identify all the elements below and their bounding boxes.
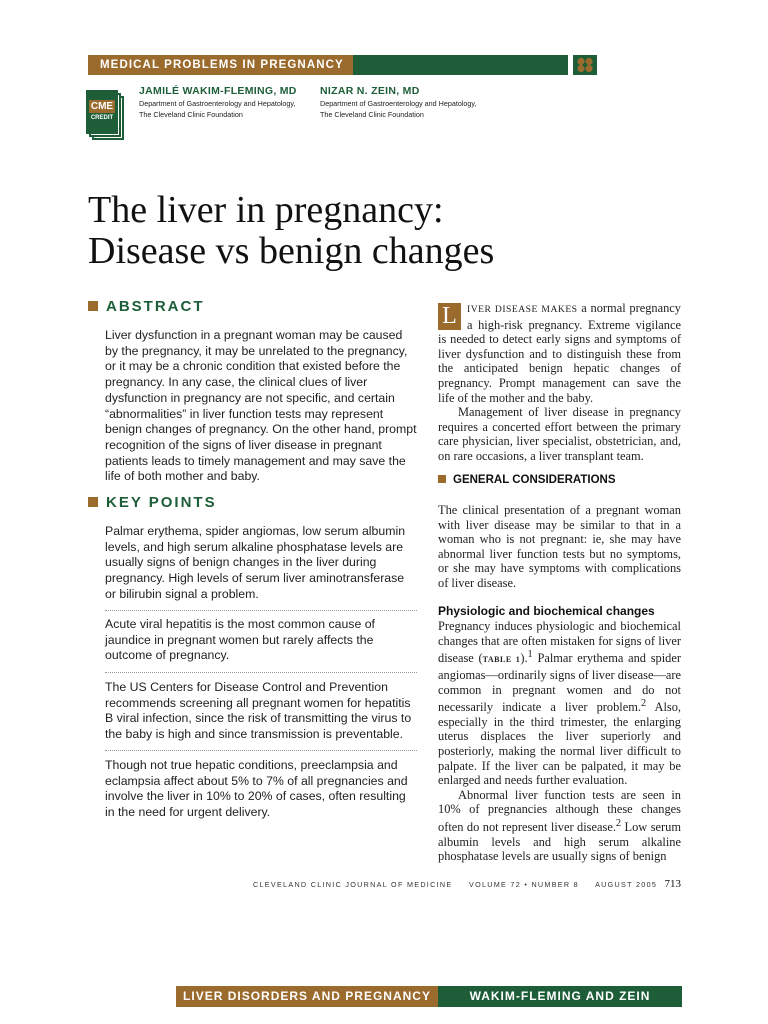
- cme-credit-badge: [86, 90, 126, 144]
- general-considerations-text: The clinical presentation of a pregnant woman with liver disease may be similar to that in a woman who is not pregnant: ie, she may have abnormal liver function tests but no symptoms, or she may have symptoms with complications of liver disease.: [438, 503, 681, 590]
- key-point-item: Though not true hepatic conditions, preeclampsia and eclampsia affect about 5% to 7% of all pregnancies and involve the liver in 10% to 20% of cases, often resulting in the need for urgent delivery.: [105, 758, 408, 820]
- abstract-text: Liver dysfunction in a pregnant woman may be caused by the pregnancy, it may be unrelated to the pregnancy, or it may be a chronic condition that existed before the pregnancy. In any case, the clinical clues of liver dysfunction in pregnancy are not specific, and certain “abnormalities” in liver function tests may represent benign changes of pregnancy. On the other hand, prompt recognition of the signs of liver disease in pregnant patients leads to timely management and may save the life of both mother and baby.: [105, 328, 417, 484]
- key-point-item: Acute viral hepatitis is the most common cause of jaundice in pregnant women but rarely affects the outcome of pregnancy.: [105, 617, 375, 663]
- article-title: [88, 190, 494, 272]
- intro-smallcaps: IVER DISEASE MAKES: [467, 304, 578, 315]
- intro-text: a normal pregnancy a high-risk pregnancy. Extreme vigilance is needed to detect early signs and symptoms of liver dysfunction and to distinguish these from the anticipated benign hepatic changes of pregnancy. Prompt management can save the life of the mother and the baby.: [438, 301, 681, 405]
- clover-logo-icon: [573, 55, 597, 75]
- issue-date: AUGUST 2005: [595, 880, 658, 889]
- journal-footer: [253, 878, 681, 890]
- dotted-divider: [105, 610, 417, 611]
- author-name: JAMILÉ WAKIM-FLEMING, MD: [139, 85, 297, 97]
- physiologic-changes-heading: Physiologic and biochemical changes: [438, 604, 655, 618]
- intro-section: [438, 301, 681, 464]
- physiologic-changes-section: Pregnancy induces physiologic and biochemical changes that are often mistaken for signs of liver disease (TABLE 1).$^1$ Palmar erythema and spider angiomas—ordinarily signs of liver disease—are common in pregnant women and do not necessarily indicate a liver problem.$^2$ Also, especially in the third trimester, the enlarging uterus displaces the liver superiorly and posteriorly, making the normal liver difficult to palpate. If the liver can be palpated, it may be enlarged and needs further evaluation. Abnormal liver function tests are seen in 10% of pregnancies although these changes often do not represent liver disease.$^2$ Low serum albumin levels and high serum alkaline phosphatase levels are usually signs of benign: [438, 619, 682, 864]
- author-block-1: [139, 86, 297, 120]
- volume-number: VOLUME 72 • NUMBER 8: [468, 880, 579, 889]
- author-org: The Cleveland Clinic Foundation: [139, 110, 243, 119]
- citation: 2: [615, 817, 622, 829]
- section-tag: MEDICAL PROBLEMS IN PREGNANCY: [88, 55, 353, 75]
- square-bullet-icon: [88, 301, 98, 311]
- square-bullet-icon: [88, 497, 98, 507]
- journal-name: CLEVELAND CLINIC JOURNAL OF MEDICINE: [252, 880, 453, 889]
- cme-credit-label: CREDIT: [90, 115, 114, 121]
- key-point-item: Palmar erythema, spider angiomas, low serum albumin levels, and high serum alkaline phosphatase levels are usually signs of benign changes in the liver during pregnancy. High levels of serum liver aminotransferase or bilirubin signal a problem.: [105, 524, 406, 601]
- cme-label: CME: [90, 101, 114, 112]
- page-number: 713: [664, 878, 681, 890]
- author-block-2: [320, 86, 477, 120]
- key-point-item: The US Centers for Disease Control and Prevention recommends screening all pregnant women for hepatitis B viral infection, since the risk of transmitting the virus to the baby is high and since transmission is preventable.: [105, 680, 412, 742]
- general-considerations-heading: GENERAL CONSIDERATIONS: [438, 474, 616, 486]
- key-points-heading: KEY POINTS: [88, 494, 217, 511]
- table-reference: TABLE 1: [482, 655, 521, 665]
- author-dept: Department of Gastroenterology and Hepatology,: [320, 99, 477, 108]
- author-org: The Cleveland Clinic Foundation: [320, 110, 424, 119]
- title-line-2: Disease vs benign changes: [88, 230, 495, 272]
- drop-cap: L: [438, 303, 461, 330]
- author-name: NIZAR N. ZEIN, MD: [320, 85, 420, 97]
- section-banner: [88, 55, 568, 75]
- running-title: LIVER DISORDERS AND PREGNANCY: [176, 986, 438, 1007]
- intro-paragraph-2: Management of liver disease in pregnancy requires a concerted effort between the primary care physician, liver specialist, obstetrician, and, on rare occasions, a liver transplant team.: [438, 405, 681, 463]
- citation: 1: [527, 649, 533, 661]
- dotted-divider: [105, 672, 417, 673]
- running-footer-bar: [176, 986, 682, 1007]
- abstract-heading: ABSTRACT: [88, 298, 205, 315]
- running-authors: WAKIM-FLEMING AND ZEIN: [469, 989, 651, 1003]
- title-line-1: The liver in pregnancy:: [88, 189, 444, 231]
- dotted-divider: [105, 750, 417, 751]
- citation: 2: [640, 698, 647, 710]
- author-dept: Department of Gastroenterology and Hepatology,: [139, 99, 296, 108]
- square-bullet-icon: [438, 475, 446, 483]
